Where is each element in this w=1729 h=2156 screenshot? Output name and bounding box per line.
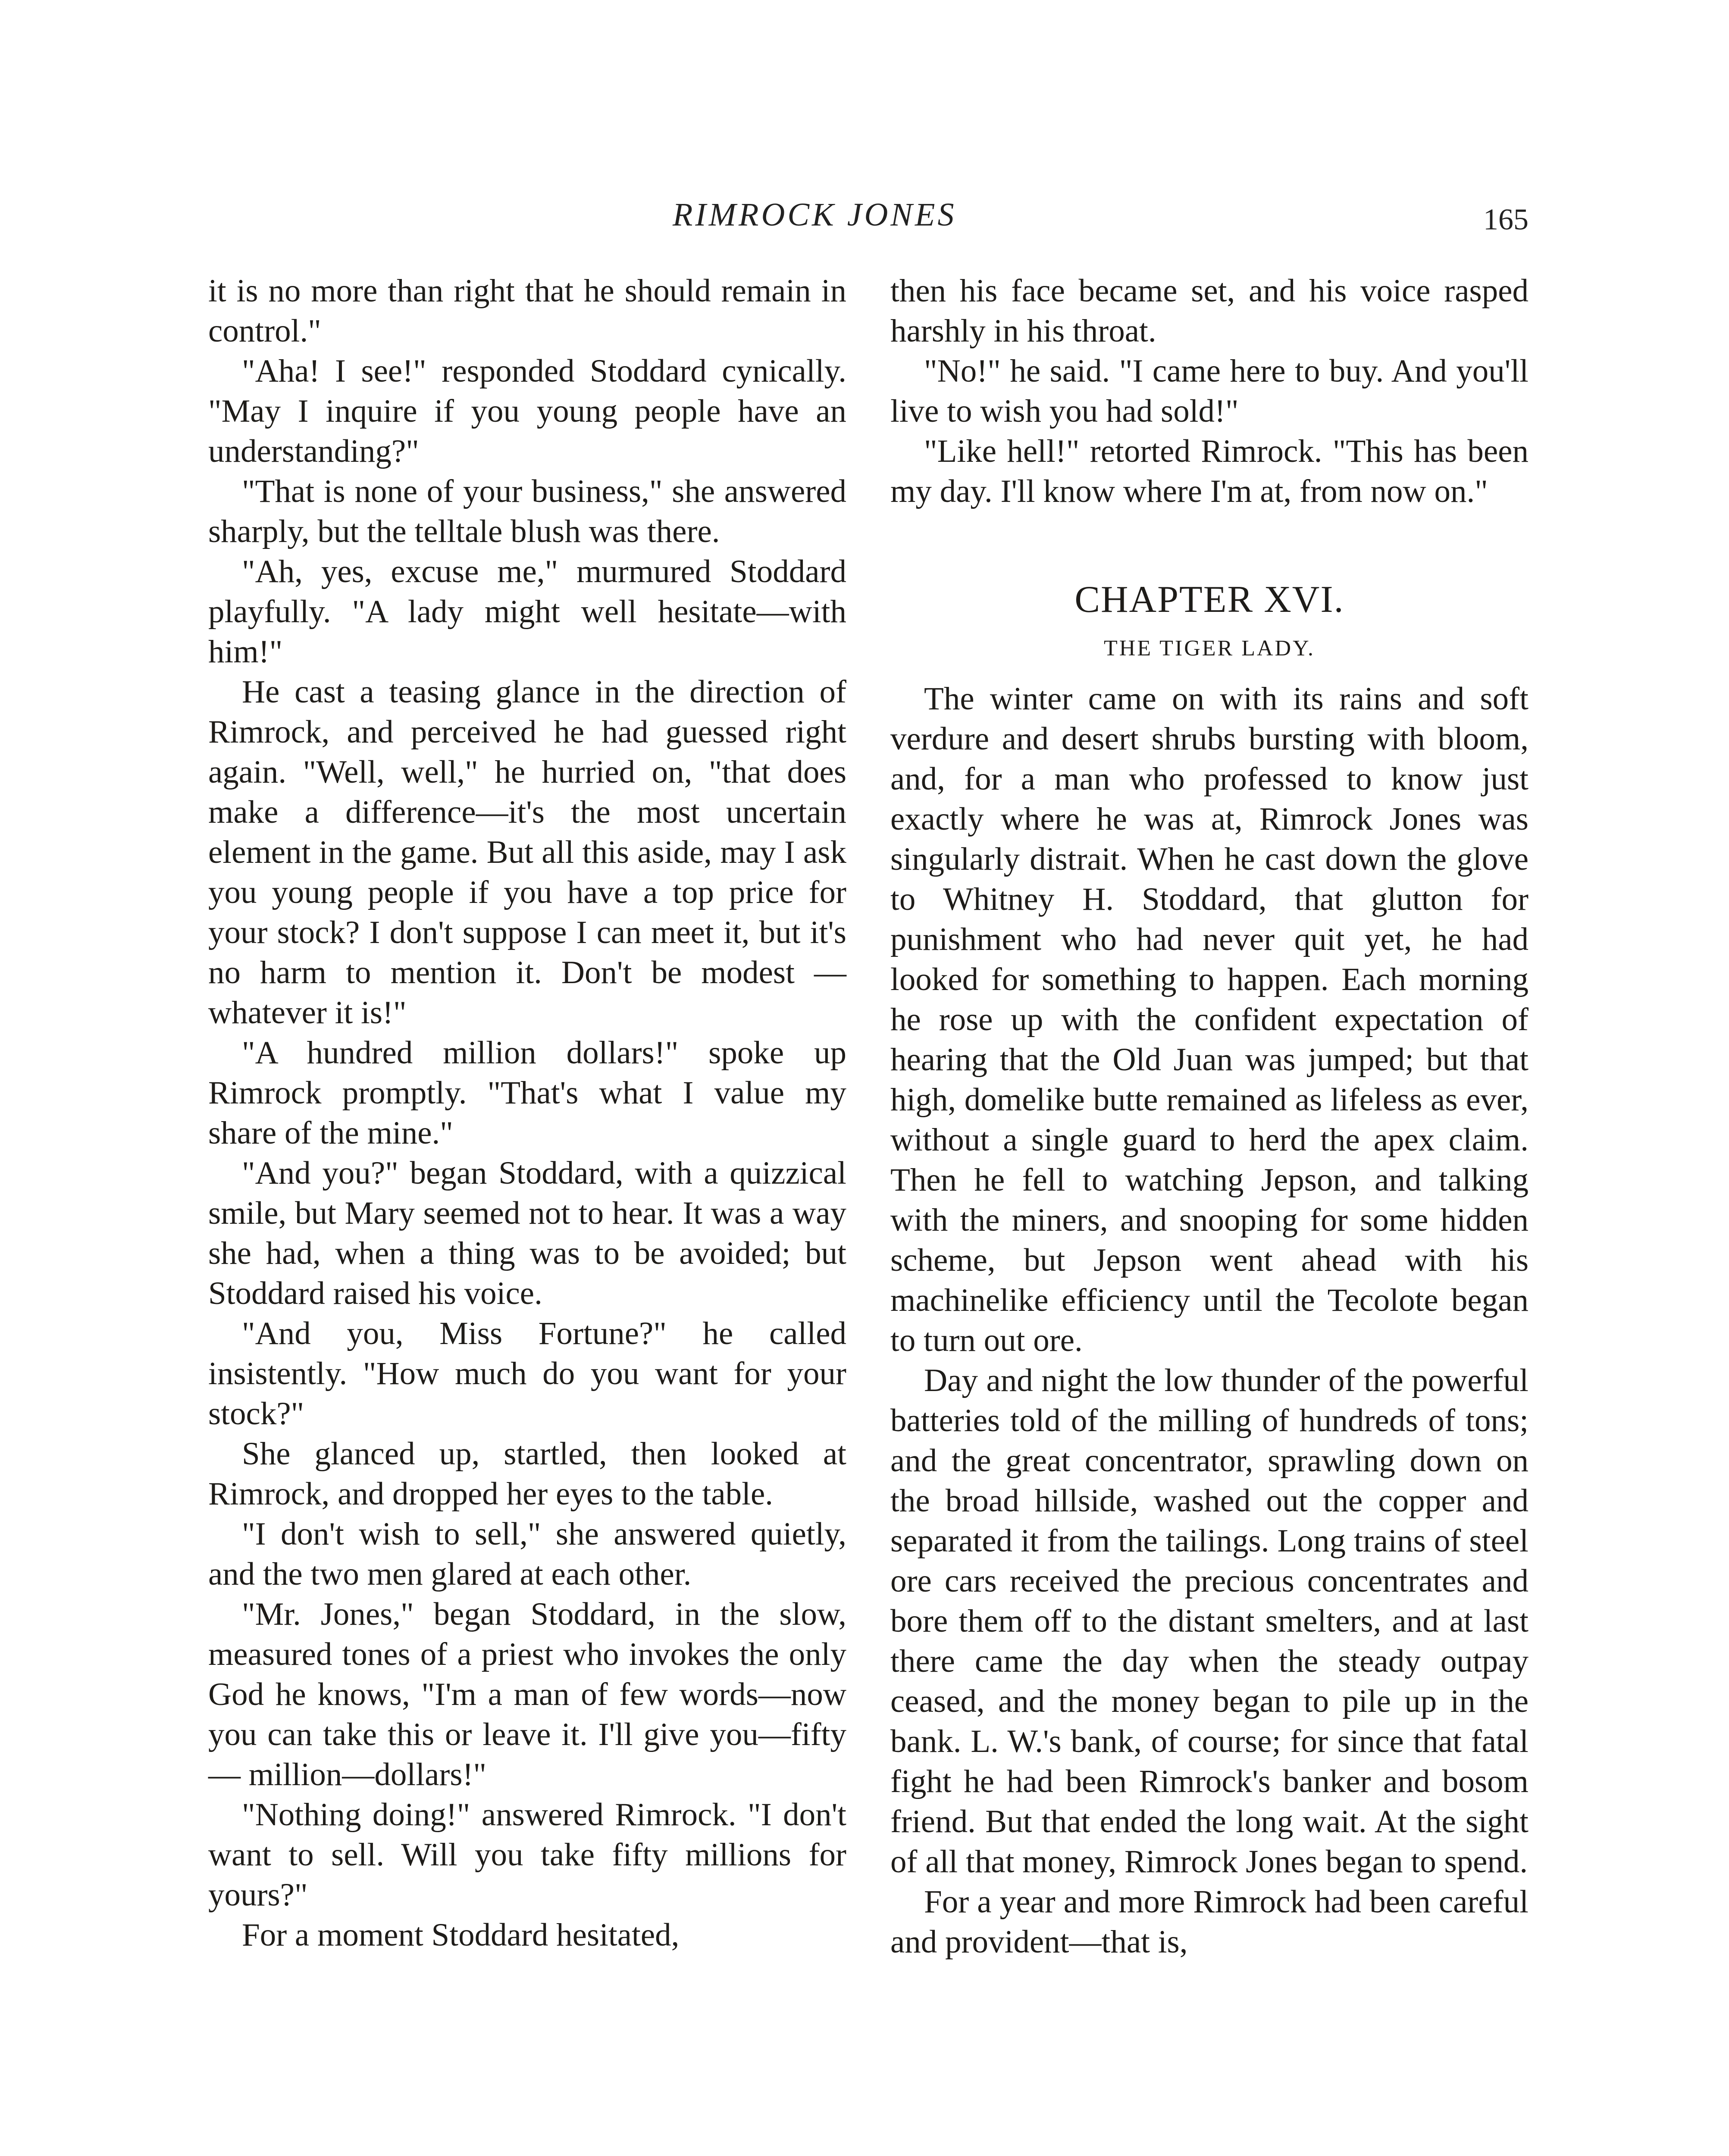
paragraph: it is no more than right that he should remain in control." [208, 273, 846, 349]
paragraph: "Aha! I see!" responded Stoddard cynically. "May I inquire if you young people have an understanding?" [208, 353, 846, 469]
paragraph: "That is none of your business," she answered sharply, but the telltale blush was there. [208, 473, 846, 549]
paragraph: "Like hell!" retorted Rimrock. "This has been my day. I'll know where I'm at, from now on." [890, 433, 1529, 509]
paragraph: For a year and more Rimrock had been careful and provident—that is, [890, 1884, 1529, 1960]
paragraph: "Ah, yes, excuse me," murmured Stoddard playfully. "A lady might well hesitate—with him!" [208, 554, 846, 670]
paragraph: "I don't wish to sell," she answered quietly, and the two men glared at each other. [208, 1516, 846, 1592]
paragraph: then his face became set, and his voice rasped harshly in his throat. [890, 273, 1529, 349]
paragraph: "And you, Miss Fortune?" he called insistently. "How much do you want for your stock?" [208, 1316, 846, 1432]
right-column [890, 271, 1529, 1962]
paragraph: The winter came on with its rains and soft verdure and desert shrubs bursting with bloom, and, for a man who professed to know just exactly where he was at, Rimrock Jones was singularly distrait. When he cast down the glove to Whitney H. Stoddard, that glutton for punishment who had never quit yet, he had looked for something to happen. Each morning he rose up with the confident expectation of hearing that the Old Juan was jumped; but that high, domelike butte remained as lifeless as ever, without a single guard to herd the apex claim. Then he fell to watching Jepson, and talking with the miners, and snooping for some hidden scheme, but Jepson went ahead with his machinelike efficiency until the Tecolote began to turn out ore. [890, 681, 1529, 1358]
paragraph: "Mr. Jones," began Stoddard, in the slow, measured tones of a priest who invokes the only God he knows, "I'm a man of few words—now you can take this or leave it. I'll give you—fifty— million—dollars!" [208, 1596, 846, 1792]
paragraph: For a moment Stoddard hesitated, [242, 1917, 680, 1953]
chapter-heading: CHAPTER XVI. [1074, 579, 1344, 620]
paragraph: "No!" he said. "I came here to buy. And you'll live to wish you had sold!" [890, 353, 1529, 429]
paragraph: He cast a teasing glance in the direction of Rimrock, and perceived he had guessed right again. "Well, well," he hurried on, "that does make a difference—it's the most uncertain element in the game. But all this aside, may I ask you young people if you have a top price for your stock? I don't suppose I can meet it, but it's no harm to mention it. Don't be modest —whatever it is!" [208, 674, 846, 1031]
running-title: RIMROCK JONES [673, 197, 957, 233]
paragraph: "A hundred million dollars!" spoke up Rimrock promptly. "That's what I value my share of the mine." [208, 1035, 846, 1151]
chapter-subtitle: THE TIGER LADY. [1104, 636, 1315, 661]
paragraph: "Nothing doing!" answered Rimrock. "I don't want to sell. Will you take fifty millions for yours?" [208, 1797, 846, 1913]
paragraph: Day and night the low thunder of the powerful batteries told of the milling of hundreds of tons; and the great concentrator, sprawling down on the broad hillside, washed out the copper and separated it from the tailings. Long trains of steel ore cars received the precious concentrates and bore them off to the distant smelters, and at last there came the day when the steady outpay ceased, and the money began to pile up in the bank. L. W.'s bank, of course; for since that fatal fight he had been Rimrock's banker and bosom friend. But that ended the long wait. At the sight of all that money, Rimrock Jones began to spend. [890, 1363, 1529, 1880]
paragraph: She glanced up, startled, then looked at Rimrock, and dropped her eyes to the table. [208, 1436, 846, 1512]
paragraph: "And you?" began Stoddard, with a quizzical smile, but Mary seemed not to hear. It was a way she had, when a thing was to be avoided; but Stoddard raised his voice. [208, 1155, 846, 1311]
left-column [208, 271, 846, 1955]
page-number: 165 [1483, 203, 1529, 236]
